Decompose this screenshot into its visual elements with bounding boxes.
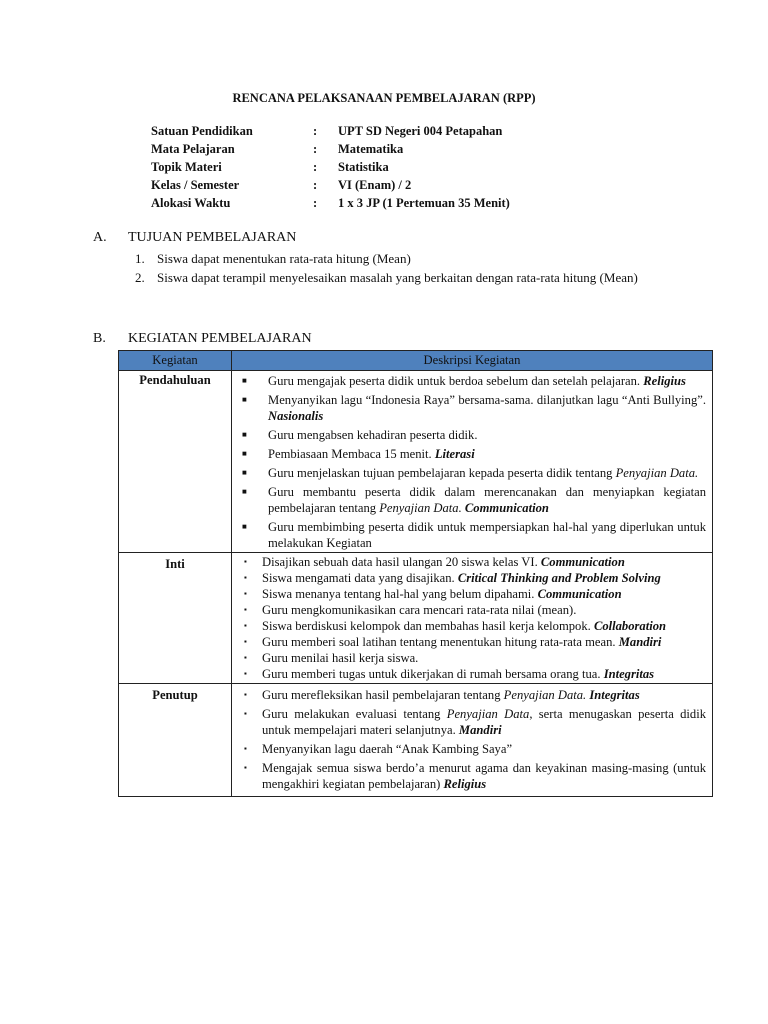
list-item bbox=[238, 465, 706, 481]
item-text: Guru memberi soal latihan tentang menentukan hitung rata-rata mean. bbox=[262, 635, 616, 649]
info-label: Mata Pelajaran bbox=[151, 142, 235, 156]
info-label: Alokasi Waktu bbox=[151, 196, 231, 210]
list-item bbox=[238, 446, 706, 462]
info-value: 1 x 3 JP (1 Pertemuan 35 Menit) bbox=[338, 196, 510, 210]
info-label: Satuan Pendidikan bbox=[151, 124, 253, 138]
list-item bbox=[238, 519, 706, 551]
section-title: TUJUAN PEMBELAJARAN bbox=[128, 230, 297, 245]
info-colon: : bbox=[313, 196, 318, 210]
small-square-bullet-icon: ▪ bbox=[244, 573, 247, 582]
character-value: Nasionalis bbox=[268, 409, 324, 423]
item-text: Guru memberi tugas untuk dikerjakan di rumah bersama orang tua. bbox=[262, 667, 601, 681]
table-row-penutup bbox=[119, 684, 713, 797]
list-item bbox=[135, 268, 657, 287]
square-bullet-icon: ■ bbox=[242, 395, 247, 404]
section-a-heading bbox=[93, 230, 296, 246]
small-square-bullet-icon: ▪ bbox=[244, 557, 247, 566]
stage-label: Penutup bbox=[119, 684, 232, 797]
info-row bbox=[151, 194, 510, 212]
list-item bbox=[238, 666, 706, 682]
info-row bbox=[151, 122, 510, 140]
list-item bbox=[238, 392, 706, 424]
list-text: Siswa dapat menentukan rata-rata hitung (Mean) bbox=[157, 251, 411, 266]
small-square-bullet-icon: ▪ bbox=[244, 637, 247, 646]
activities-table bbox=[118, 350, 713, 797]
character-value: Communication bbox=[540, 555, 625, 569]
objectives-list bbox=[135, 249, 657, 287]
list-item bbox=[238, 373, 706, 389]
info-colon: : bbox=[313, 160, 318, 174]
small-square-bullet-icon: ▪ bbox=[244, 709, 247, 718]
item-text: Guru membimbing peserta didik untuk mempersiapkan hal-hal yang diperlukan untuk melakukan Kegiatan bbox=[268, 520, 706, 550]
item-text: Siswa mengamati data yang disajikan. bbox=[262, 571, 455, 585]
item-text: Menyanyikan lagu “Indonesia Raya” bersama-sama. dilanjutkan lagu “Anti Bullying”. bbox=[268, 393, 706, 407]
character-value: Communication bbox=[537, 587, 622, 601]
info-colon: : bbox=[313, 142, 318, 156]
item-text: Guru membantu peserta didik dalam merencanakan dan menyiapkan kegiatan pembelajaran tentang bbox=[268, 485, 706, 515]
square-bullet-icon: ■ bbox=[242, 522, 247, 531]
info-value: UPT SD Negeri 004 Petapahan bbox=[338, 124, 503, 138]
character-value: Religius bbox=[443, 777, 487, 791]
section-b-heading bbox=[93, 331, 312, 347]
small-square-bullet-icon: ▪ bbox=[244, 669, 247, 678]
list-item bbox=[238, 760, 706, 792]
square-bullet-icon: ■ bbox=[242, 468, 247, 477]
info-value: VI (Enam) / 2 bbox=[338, 178, 412, 192]
small-square-bullet-icon: ▪ bbox=[244, 744, 247, 753]
list-item bbox=[238, 706, 706, 738]
info-row bbox=[151, 140, 510, 158]
section-letter: A. bbox=[93, 230, 107, 245]
item-text: Guru menjelaskan tujuan pembelajaran kepada peserta didik tentang bbox=[268, 466, 613, 480]
square-bullet-icon: ■ bbox=[242, 487, 247, 496]
info-label: Topik Materi bbox=[151, 160, 222, 174]
info-row bbox=[151, 176, 510, 194]
list-number: 2. bbox=[135, 270, 145, 285]
info-value: Statistika bbox=[338, 160, 389, 174]
item-text: Guru mengkomunikasikan cara mencari rata-rata nilai (mean). bbox=[262, 603, 577, 617]
square-bullet-icon: ■ bbox=[242, 449, 247, 458]
info-colon: : bbox=[313, 178, 318, 192]
item-text: Siswa berdiskusi kelompok dan membahas hasil kerja kelompok. bbox=[262, 619, 591, 633]
character-value: Mandiri bbox=[618, 635, 662, 649]
item-text: Disajikan sebuah data hasil ulangan 20 siswa kelas VI. bbox=[262, 555, 538, 569]
character-value: Critical Thinking and Problem Solving bbox=[457, 571, 661, 585]
list-item bbox=[135, 249, 657, 268]
stage-description bbox=[232, 684, 713, 797]
section-title: KEGIATAN PEMBELAJARAN bbox=[128, 331, 312, 346]
list-item bbox=[238, 741, 706, 757]
list-item bbox=[238, 427, 706, 443]
list-item bbox=[238, 570, 706, 586]
list-item bbox=[238, 586, 706, 602]
item-text-continued: , serta menugaskan peserta didik untuk mempelajari materi selanjutnya. bbox=[262, 707, 706, 737]
info-value: Matematika bbox=[338, 142, 404, 156]
small-square-bullet-icon: ▪ bbox=[244, 653, 247, 662]
small-square-bullet-icon: ▪ bbox=[244, 763, 247, 772]
info-label: Kelas / Semester bbox=[151, 178, 240, 192]
list-item bbox=[238, 554, 706, 570]
item-text: Siswa menanya tentang hal-hal yang belum dipahami. bbox=[262, 587, 535, 601]
section-letter: B. bbox=[93, 331, 106, 346]
list-item bbox=[238, 687, 706, 703]
character-value: Religius bbox=[643, 374, 686, 388]
table-header-row bbox=[119, 351, 713, 371]
stage-description bbox=[232, 553, 713, 684]
square-bullet-icon: ■ bbox=[242, 430, 247, 439]
item-text: Guru melakukan evaluasi tentang bbox=[262, 707, 441, 721]
list-item bbox=[238, 634, 706, 650]
character-value: Literasi bbox=[434, 447, 475, 461]
list-number: 1. bbox=[135, 251, 145, 266]
item-text: Guru mengabsen kehadiran peserta didik. bbox=[268, 428, 478, 442]
item-text: Guru merefleksikan hasil pembelajaran tentang bbox=[262, 688, 501, 702]
small-square-bullet-icon: ▪ bbox=[244, 589, 247, 598]
item-text: Guru mengajak peserta didik untuk berdoa sebelum dan setelah pelajaran. bbox=[268, 374, 641, 388]
item-text: Mengajak semua siswa berdo’a menurut agama dan keyakinan masing-masing (untuk mengakhiri kegiatan pembelajaran) bbox=[262, 761, 706, 791]
header-kegiatan: Kegiatan bbox=[119, 351, 232, 371]
character-value: Communication bbox=[464, 501, 549, 515]
character-value: Integritas bbox=[603, 667, 655, 681]
character-value: Collaboration bbox=[593, 619, 667, 633]
list-item bbox=[238, 650, 706, 666]
table-row-inti bbox=[119, 553, 713, 684]
topic-text: Penyajian Data. bbox=[503, 688, 587, 702]
topic-text: Penyajian Data. bbox=[615, 466, 699, 480]
list-item bbox=[238, 618, 706, 634]
small-square-bullet-icon: ▪ bbox=[244, 690, 247, 699]
list-item bbox=[238, 484, 706, 516]
info-row bbox=[151, 158, 510, 176]
character-value: Mandiri bbox=[458, 723, 502, 737]
table-row-pendahuluan bbox=[119, 371, 713, 553]
character-value: Integritas bbox=[589, 688, 640, 702]
stage-description bbox=[232, 371, 713, 553]
item-text: Guru menilai hasil kerja siswa. bbox=[262, 651, 419, 665]
item-text: Pembiasaan Membaca 15 menit. bbox=[268, 447, 432, 461]
list-item bbox=[238, 602, 706, 618]
item-text: Menyanyikan lagu daerah “Anak Kambing Saya” bbox=[262, 742, 513, 756]
small-square-bullet-icon: ▪ bbox=[244, 621, 247, 630]
info-block bbox=[151, 122, 510, 212]
small-square-bullet-icon: ▪ bbox=[244, 605, 247, 614]
header-deskripsi: Deskripsi Kegiatan bbox=[232, 351, 713, 371]
info-colon: : bbox=[313, 124, 318, 138]
list-text: Siswa dapat terampil menyelesaikan masalah yang berkaitan dengan rata-rata hitung (Mean) bbox=[157, 270, 638, 285]
stage-label: Inti bbox=[119, 553, 232, 684]
stage-label: Pendahuluan bbox=[119, 371, 232, 553]
document-title: RENCANA PELAKSANAAN PEMBELAJARAN (RPP) bbox=[232, 91, 536, 105]
topic-text: Penyajian Data. bbox=[379, 501, 462, 515]
topic-text: Penyajian Data bbox=[446, 707, 530, 721]
square-bullet-icon: ■ bbox=[242, 376, 247, 385]
